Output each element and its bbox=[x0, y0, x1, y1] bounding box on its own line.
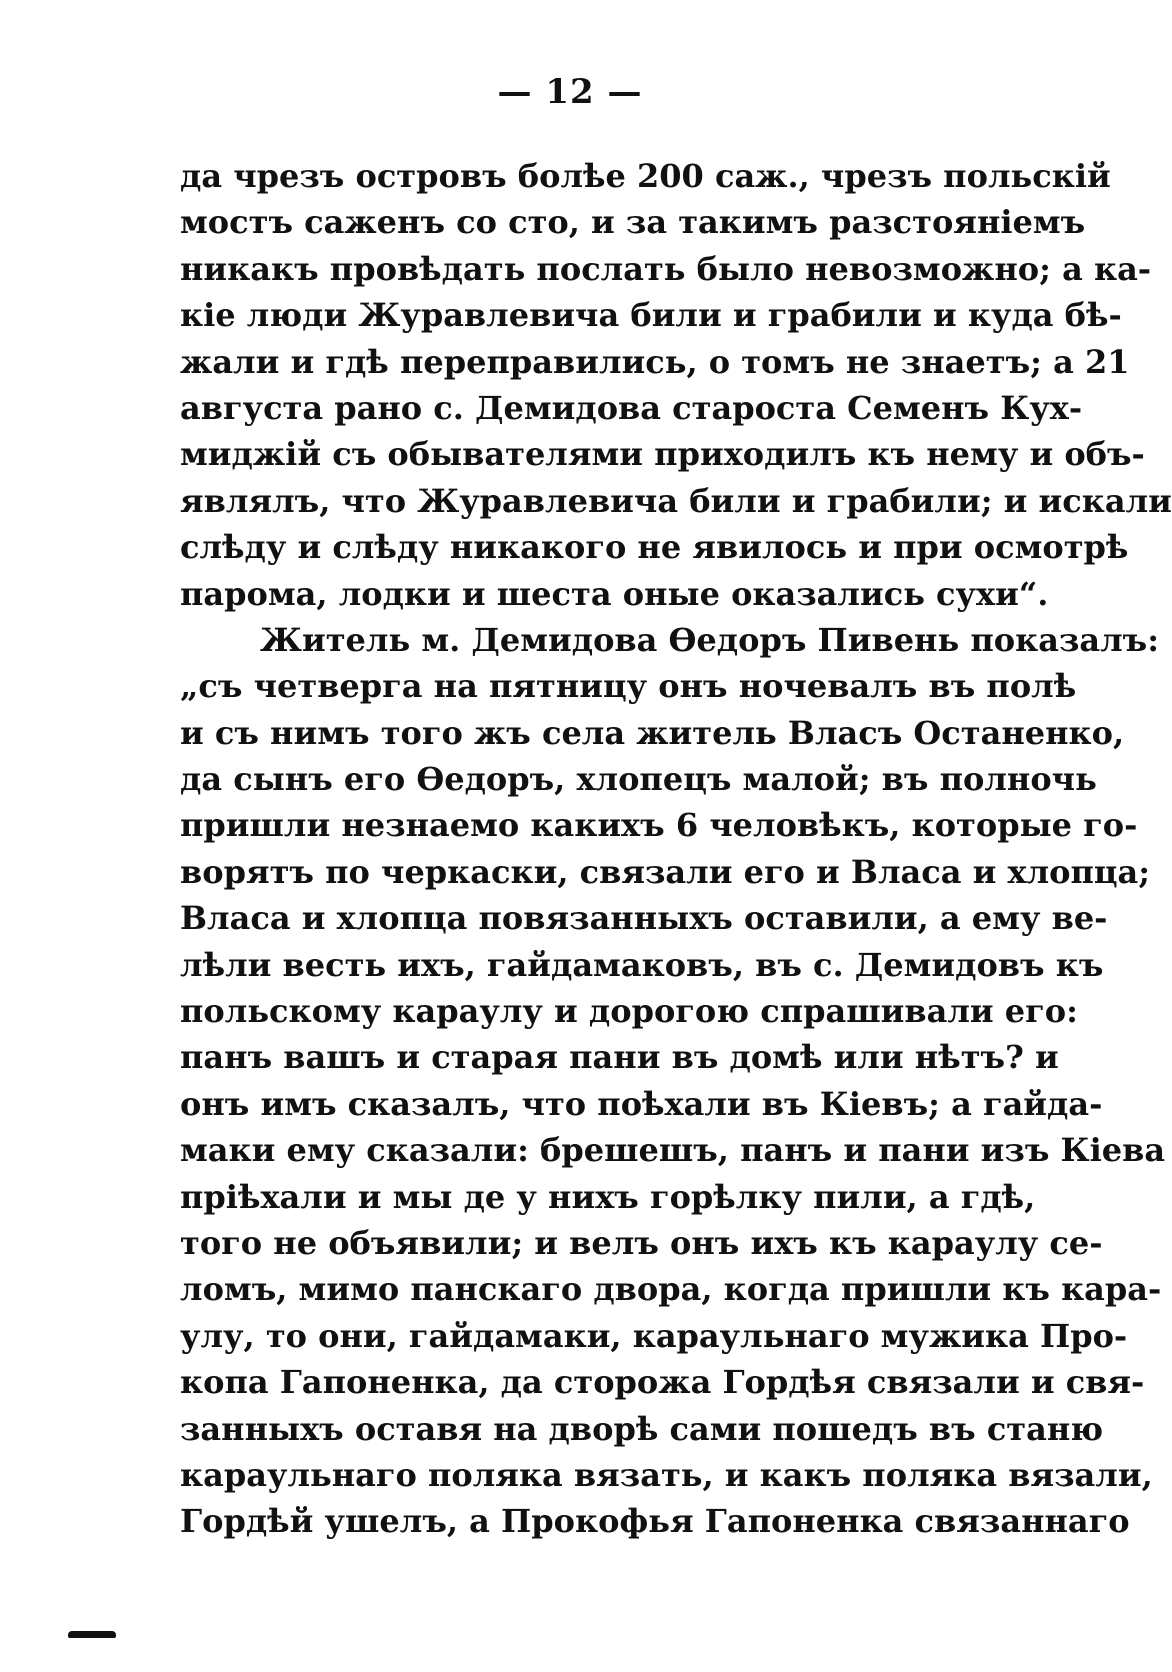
text-line: и съ нимъ того жъ села житель Власъ Останенко, bbox=[180, 713, 1125, 752]
text-line: жали и гдѣ переправились, о томъ не знаетъ; а 21 bbox=[180, 342, 1130, 381]
paragraph-start-line: Житель м. Демидова Ѳедоръ Пивень показалъ: bbox=[260, 620, 1160, 659]
text-line: „съ четверга на пятницу онъ ночевалъ въ полѣ bbox=[180, 667, 1077, 706]
text-line: караульнаго поляка вязать, и какъ поляка вязали, bbox=[180, 1455, 1153, 1494]
text-line: ворятъ по черкаски, связали его и Власа и хлопца; bbox=[180, 852, 1151, 891]
paragraph-end-line: парома, лодки и шеста оные оказались сухи“. bbox=[180, 574, 1049, 613]
text-line: копа Гапоненка, да сторожа Гордѣя связали и свя- bbox=[180, 1363, 1145, 1402]
text-line: августа рано с. Демидова староста Семенъ Кух- bbox=[180, 388, 1083, 427]
text-line: занныхъ оставя на дворѣ сами пошедъ въ станю bbox=[180, 1409, 1104, 1448]
body-text bbox=[180, 153, 1172, 1545]
text-line: мостъ саженъ со сто, и за такимъ разстояніемъ bbox=[180, 203, 1086, 242]
text-line: Власа и хлопца повязанныхъ оставили, а ему ве- bbox=[180, 899, 1108, 938]
text-line: пришли незнаемо какихъ 6 человѣкъ, которые го- bbox=[180, 806, 1138, 845]
text-line: слѣду и слѣду никакого не явилось и при осмотрѣ bbox=[180, 528, 1129, 567]
text-line: панъ вашъ и старая пани въ домѣ или нѣтъ? и bbox=[180, 1038, 1059, 1077]
text-line: того не объявили; и велъ онъ ихъ къ караулу се- bbox=[180, 1223, 1103, 1262]
text-line: да чрезъ островъ болѣе 200 саж., чрезъ польскій bbox=[180, 157, 1111, 195]
text-line: являлъ, что Журавлевича били и грабили; и искали bbox=[180, 481, 1172, 520]
margin-ink-mark bbox=[68, 1631, 116, 1638]
text-line: польскому караулу и дорогою спрашивали его: bbox=[180, 992, 1078, 1031]
page-number: — 12 — bbox=[497, 72, 643, 112]
text-line: кіе люди Журавлевича били и грабили и куда бѣ- bbox=[180, 296, 1122, 335]
text-line: пріѣхали и мы де у нихъ горѣлку пили, а гдѣ, bbox=[180, 1177, 1036, 1216]
text-line: Гордѣй ушелъ, а Прокофья Гапоненка связаннаго bbox=[180, 1502, 1130, 1541]
text-line: лѣли весть ихъ, гайдамаковъ, въ с. Демидовъ къ bbox=[180, 945, 1104, 984]
text-line: да сынъ его Ѳедоръ, хлопецъ малой; въ полночь bbox=[180, 760, 1097, 799]
text-line: улу, то они, гайдамаки, караульнаго мужика Про- bbox=[180, 1316, 1128, 1355]
text-line: маки ему сказали: брешешъ, панъ и пани изъ Кіева bbox=[180, 1131, 1166, 1170]
text-line: миджій съ обывателями приходилъ къ нему и объ- bbox=[180, 435, 1145, 474]
text-line: никакъ провѣдать послать было невозможно; а ка- bbox=[180, 249, 1152, 288]
text-line: онъ имъ сказалъ, что поѣхали въ Кіевъ; а гайда- bbox=[180, 1084, 1103, 1123]
text-line: ломъ, мимо панскаго двора, когда пришли къ кара- bbox=[180, 1270, 1162, 1309]
